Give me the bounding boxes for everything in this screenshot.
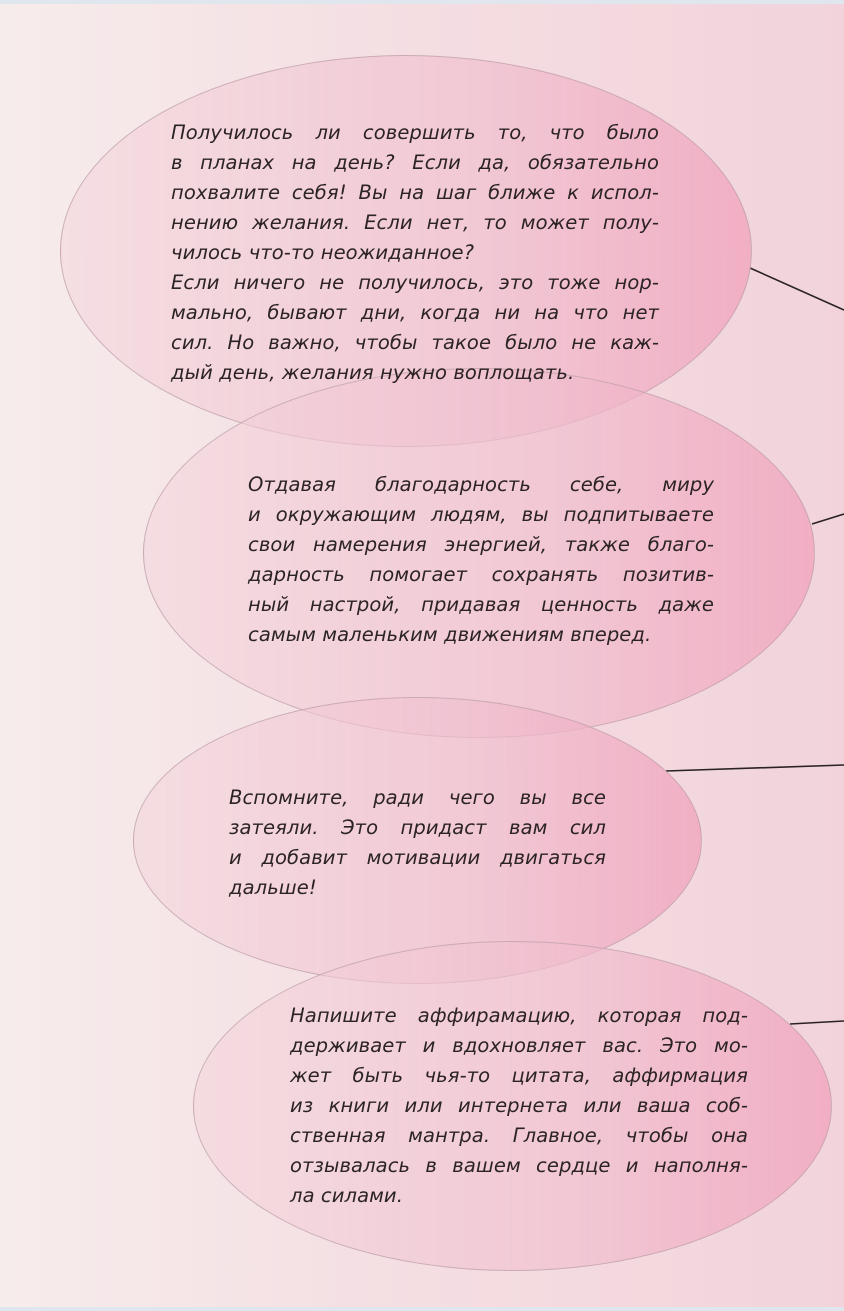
text-line: нению желания. Если нет, то может полу- — [171, 211, 659, 234]
text-line: дый день, желания нужно воплощать. — [171, 361, 575, 384]
text-line: чилось что-то неожиданное? — [171, 241, 475, 264]
text-line: и окружающим людям, вы подпитываете — [248, 503, 714, 526]
text-line: сил. Но важно, чтобы такое было не каж- — [171, 331, 659, 354]
text-line: Получилось ли совершить то, что было — [171, 121, 659, 144]
bubble-text-1 — [171, 118, 659, 388]
text-line: из книги или интернета или ваша соб- — [290, 1094, 748, 1117]
text-line: Напишите аффирамацию, которая под- — [290, 1004, 748, 1027]
text-line: дальше! — [229, 876, 317, 899]
text-line: жет быть чья-то цитата, аффирмация — [290, 1064, 748, 1087]
text-line: отзывалась в вашем сердце и наполня- — [290, 1154, 748, 1177]
text-line: затеяли. Это придаст вам сил — [229, 816, 606, 839]
connector-line-2 — [812, 514, 844, 524]
text-line: ный настрой, придавая ценность даже — [248, 593, 714, 616]
text-line: свои намерения энергией, также благо- — [248, 533, 714, 556]
text-line: держивает и вдохновляет вас. Это мо- — [290, 1034, 748, 1057]
text-line: ственная мантра. Главное, чтобы она — [290, 1124, 748, 1147]
text-line: Вспомните, ради чего вы все — [229, 786, 606, 809]
text-line: в планах на день? Если да, обязательно — [171, 151, 659, 174]
text-line: Если ничего не получилось, это тоже нор- — [171, 271, 659, 294]
bubble-text-3 — [229, 783, 606, 903]
text-line: и добавит мотивации двигаться — [229, 846, 606, 869]
connector-line-1 — [750, 268, 844, 310]
text-line: самым маленьким движениям вперед. — [248, 623, 652, 646]
text-line: дарность помогает сохранять позитив- — [248, 563, 714, 586]
page-edge-bottom — [0, 1307, 844, 1311]
text-line: похвалите себя! Вы на шаг ближе к испол- — [171, 181, 659, 204]
text-line: мально, бывают дни, когда ни на что нет — [171, 301, 659, 324]
connector-line-3 — [666, 765, 844, 771]
bubble-text-2 — [248, 470, 714, 650]
connector-line-4 — [790, 1021, 844, 1024]
text-line: Отдавая благодарность себе, миру — [248, 473, 714, 496]
bubble-text-4 — [290, 1001, 748, 1211]
text-line: ла силами. — [290, 1184, 404, 1207]
